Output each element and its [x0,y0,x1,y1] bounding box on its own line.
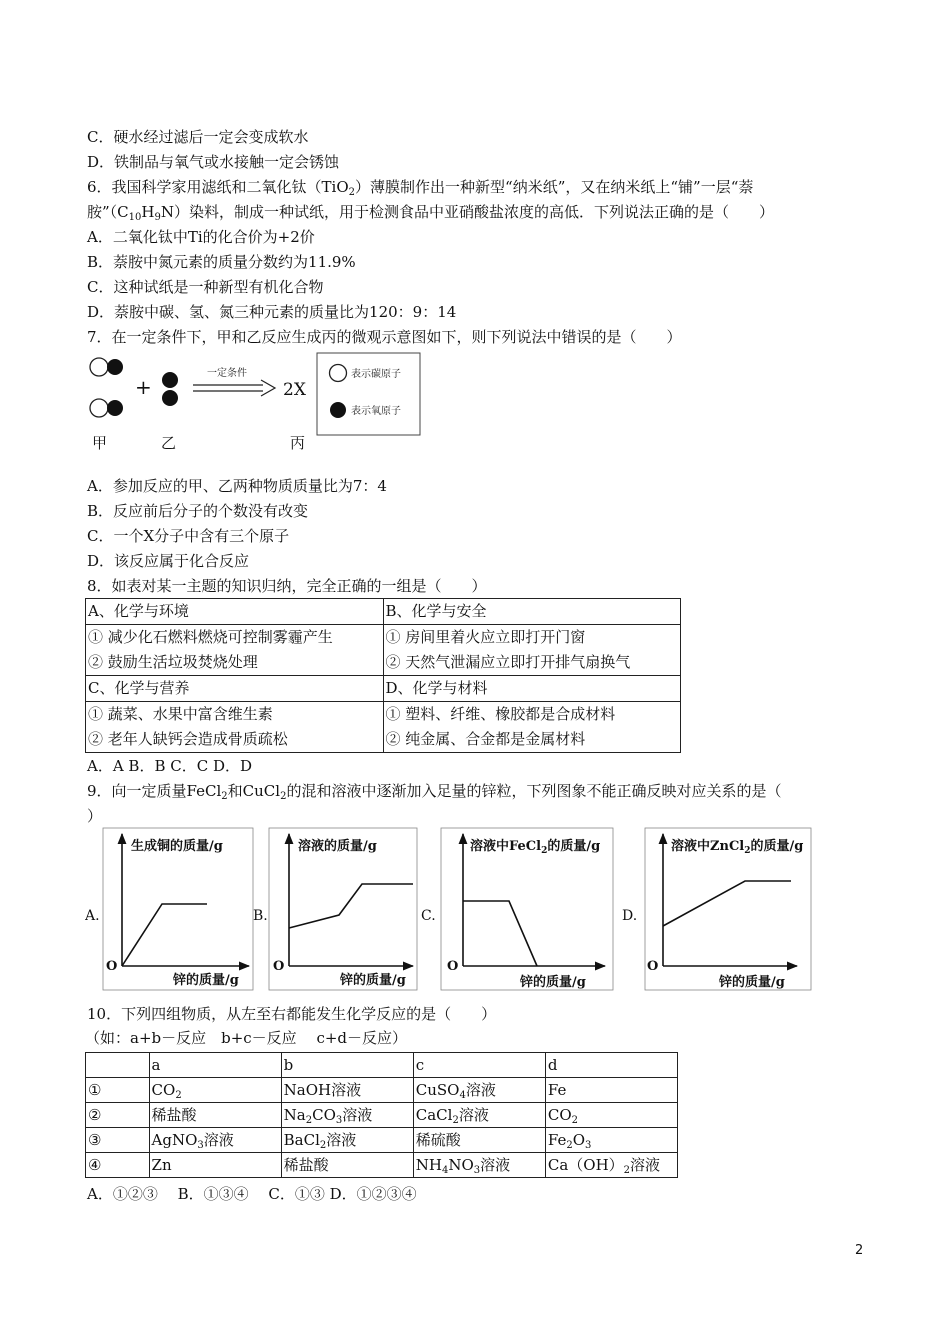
page-number: 2 [855,1243,864,1258]
table-cell: b [281,1053,413,1078]
q8-options: A．A B．B C．C D．D [87,757,253,775]
label-yi: 乙 [161,434,177,452]
q6-stem-line1: 6．我国科学家用滤纸和二氧化钛（TiO$_2$）薄膜制作出一种新型“纳米纸”，又在纳米纸上“铺”一层“萘 [87,178,754,198]
table-cell: 稀盐酸 [149,1103,281,1128]
legend-oxygen-label: 表示氧原子 [351,406,401,417]
plus-sign: + [135,375,152,399]
table-row [86,676,681,702]
q10-stem: 10．下列四组物质，从左至右都能发生化学反应的是（ ） [87,1005,497,1023]
graph-d-letter: D. [622,908,638,924]
graph-a-origin: O [106,959,118,974]
table-cell: BaCl$_2$溶液 [281,1128,413,1153]
q7-option-b: B．反应前后分子的个数没有改变 [87,502,309,520]
graph-d-xlabel: 锌的质量/g [719,975,785,990]
table-cell: D、化学与材料 [383,676,681,702]
table-cell: CuSO$_4$溶液 [413,1078,545,1103]
table-cell: $Ca(OH)_2$溶液 [545,1153,677,1178]
graph-a-ylabel: 生成铜的质量/g [131,839,223,854]
q9-graphs [85,826,815,994]
graph-c-origin: O [447,959,459,974]
table-row [86,1153,678,1178]
molecule-jia-top [90,358,123,376]
product-2x: 2X [283,380,306,400]
graph-c-letter: C. [421,908,436,924]
q9-stem-line2: ） [87,807,103,825]
table-row [86,1053,678,1078]
table-cell: 稀盐酸 [281,1153,413,1178]
q8-stem: 8．如表对某一主题的知识归纳，完全正确的一组是（ ） [87,577,487,595]
q7-option-c: C．一个X分子中含有三个原子 [87,527,290,545]
table-row [86,1128,678,1153]
table-cell: ③ [86,1128,150,1153]
table-cell: c [413,1053,545,1078]
arrow-condition-label: 一定条件 [207,368,247,379]
table-cell: $NH_4NO_3$溶液 [413,1153,545,1178]
table-cell: Fe [545,1078,677,1103]
q7-option-d: D．该反应属于化合反应 [87,552,250,570]
graph-d-origin: O [647,959,659,974]
table-cell: ④ [86,1153,150,1178]
q6-option-b: B．萘胺中氮元素的质量分数约为11.9% [87,253,356,271]
table-cell: 稀硫酸 [413,1128,545,1153]
table-row [86,702,681,753]
table-cell: $Na_2CO_3$溶液 [281,1103,413,1128]
q9-stem-line1: 9．向一定质量FeCl$_2$和CuCl$_2$的混和溶液中逐渐加入足量的锌粒，下列图象不能正确反映对应关系的是（ [87,782,782,802]
table-cell: ② [86,1103,150,1128]
q6-option-d: D．萘胺中碳、氢、氮三种元素的质量比为120：9：14 [87,303,457,321]
table-row [86,625,681,676]
table-row [86,599,681,625]
table-cell [86,1053,150,1078]
graph-d [622,828,811,990]
graph-b-xlabel: 锌的质量/g [340,973,406,988]
table-cell: C、化学与营养 [86,676,384,702]
graph-b-letter: B. [253,908,268,924]
table-cell: a [149,1053,281,1078]
legend-carbon-label: 表示碳原子 [351,369,401,380]
q10-note: （如：a+b－反应 b+c－反应 c+d－反应） [85,1029,408,1047]
graph-a-letter: A. [85,908,100,924]
q7-reaction-diagram [85,348,425,454]
molecule-jia-bottom [90,399,123,417]
table-cell: ① 塑料、纤维、橡胶都是合成材料 ② 纯金属、合金都是金属材料 [383,702,681,753]
graph-b-origin: O [273,959,285,974]
label-jia: 甲 [92,434,108,452]
graph-b-ylabel: 溶液的质量/g [298,839,377,854]
q6-option-a: A．二氧化钛中Ti的化合价为+2价 [87,228,315,246]
q10-table [85,1052,678,1178]
legend-box [317,353,420,435]
graph-b [253,828,417,990]
table-cell: ① [86,1078,150,1103]
table-cell: d [545,1053,677,1078]
table-cell: ① 减少化石燃料燃烧可控制雾霾产生 ② 鼓励生活垃圾焚烧处理 [86,625,384,676]
q7-stem: 7．在一定条件下，甲和乙反应生成丙的微观示意图如下，则下列说法中错误的是（ ） [87,328,682,346]
q7-option-a: A．参加反应的甲、乙两种物质质量比为7：4 [87,477,387,495]
reaction-arrow [193,366,275,396]
graph-c [421,828,613,990]
label-bing: 丙 [290,434,306,452]
table-cell: A、化学与环境 [86,599,384,625]
q6-stem-line2: 胺$”(C_{10}H_9N)$染料，制成一种试纸，用于检测食品中亚硝酸盐浓度的高低．下列说法正确的是（ ） [87,203,774,223]
graph-c-ylabel: 溶液中FeCl$_2$的质量/g [470,839,601,856]
table-cell: $Fe_2O_3$ [545,1128,677,1153]
q6-option-c: C．这种试纸是一种新型有机化合物 [87,278,324,296]
table-cell: $CO_2$ [149,1078,281,1103]
q5-option-c: C．硬水经过滤后一定会变成软水 [87,128,309,146]
table-cell: $CO_2$ [545,1103,677,1128]
table-cell: AgNO$_3$溶液 [149,1128,281,1153]
q10-options: A．①②③ B．①③④ C．①③ D．①②③④ [87,1185,417,1203]
q5-option-d: D．铁制品与氧气或水接触一定会锈蚀 [87,153,340,171]
molecule-yi [162,372,178,406]
graph-a [85,828,253,990]
table-cell: Zn [149,1153,281,1178]
table-cell: B、化学与安全 [383,599,681,625]
graph-c-xlabel: 锌的质量/g [520,975,586,990]
table-cell: NaOH溶液 [281,1078,413,1103]
table-cell: ① 房间里着火应立即打开门窗 ② 天然气泄漏应立即打开排气扇换气 [383,625,681,676]
q8-knowledge-table [85,598,681,753]
table-cell: CaCl$_2$溶液 [413,1103,545,1128]
graph-a-xlabel: 锌的质量/g [173,973,239,988]
table-row [86,1078,678,1103]
table-row [86,1103,678,1128]
table-cell: ① 蔬菜、水果中富含维生素 ② 老年人缺钙会造成骨质疏松 [86,702,384,753]
graph-d-ylabel: 溶液中ZnCl$_2$的质量/g [671,839,804,856]
